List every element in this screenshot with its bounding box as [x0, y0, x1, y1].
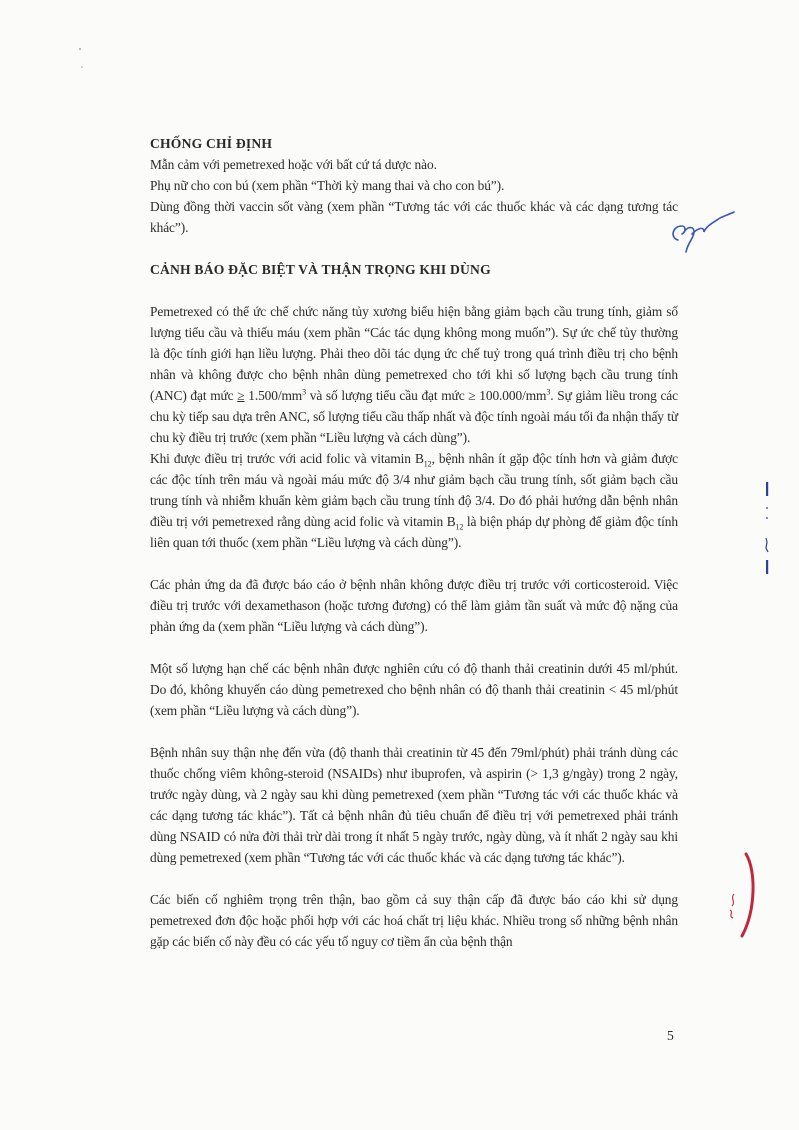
contraindication-line-1: Mẫn cảm với pemetrexed hoặc với bất cứ tá dược nào.	[150, 157, 437, 172]
paragraph-folic-acid: Khi được điều trị trước với acid folic và vitamin $B_{12}$, bệnh nhân ít gặp độc tính hơn và giảm được các độc tính trên máu và ngoài máu mức độ 3/4 như giảm bạch cầu trung tính, sốt giảm bạch cầu trung tính và nhiễm khuẩn kèm giảm bạch cầu trung tính độ 3/4. Do đó phải hướng dẫn bệnh nhân điều trị với pemetrexed rằng dùng acid folic và vitamin $B_{12}$ là biện pháp dự phòng để giảm độc tính liên quan tới thuốc (xem phần “Liều lượng và cách dùng”).	[150, 451, 678, 550]
section-heading-contraindications: CHỐNG CHỈ ĐỊNH	[150, 136, 273, 151]
page-number: 5	[667, 1028, 674, 1043]
contraindication-line-3: Dùng đồng thời vaccin sốt vàng (xem phần “Tương tác với các thuốc khác và các dạng tương tác khác”).	[150, 199, 678, 235]
paragraph-creatinine-clearance: Một số lượng hạn chế các bệnh nhân được nghiên cứu có độ thanh thải creatinin dưới 45 ml/phút. Do đó, không khuyến cáo dùng pemetrexed cho bệnh nhân có độ thanh thải creatinin < 45 ml/phút (xem phần “Liều lượng và cách dùng”).	[150, 661, 678, 718]
scan-specks	[60, 40, 100, 90]
signature-mark	[664, 208, 736, 258]
paragraph-skin-reactions: Các phản ứng da đã được báo cáo ở bệnh nhân không được điều trị trước với corticosteroid. Việc điều trị trước với dexamethason (hoặc tương đương) có thể làm giảm tần suất và mức độ nặng của phản ứng da (xem phần “Liều lượng và cách dùng”).	[150, 577, 678, 634]
paragraph-renal-events: Các biến cố nghiêm trọng trên thận, bao gồm cả suy thận cấp đã được báo cáo khi sử dụng pemetrexed đơn độc hoặc phối hợp với các hoá chất trị liệu khác. Nhiều trong số những bệnh nhân gặp các biến cố này đều có các yếu tố nguy cơ tiềm ẩn của bệnh thận	[150, 892, 678, 949]
stamp-edge-blue	[758, 478, 776, 588]
document-body	[150, 133, 678, 952]
stamp-edge-red	[720, 850, 760, 940]
contraindication-line-2: Phụ nữ cho con bú (xem phần “Thời kỳ mang thai và cho con bú”).	[150, 178, 505, 193]
paragraph-renal-nsaids: Bệnh nhân suy thận nhẹ đến vừa (độ thanh thải creatinin từ 45 đến 79ml/phút) phải tránh dùng các thuốc chống viêm không-steroid (NSAIDs) như ibuprofen, và aspirin (> 1,3 g/ngày) trong 2 ngày, trước ngày dùng, và 2 ngày sau khi dùng pemetrexed (xem phần “Tương tác với các thuốc khác và các dạng tương tác khác”). Tất cả bệnh nhân đủ tiêu chuẩn để điều trị với pemetrexed phải tránh dùng NSAID có nửa đời thải trừ dài trong ít nhất 5 ngày trước, ngày dùng, và ít nhất 2 ngày sau khi dùng pemetrexed (xem phần “Tương tác với các thuốc khác và các dạng tương tác khác”).	[150, 745, 678, 865]
paragraph-bone-marrow: Pemetrexed có thể ức chế chức năng tủy xương biểu hiện bằng giảm bạch cầu trung tính, giảm số lượng tiểu cầu và thiếu máu (xem phần “Các tác dụng không mong muốn”). Sự ức chế tủy thường là độc tính giới hạn liều lượng. Phải theo dõi tác dụng ức chế tuỷ trong quá trình điều trị cho bệnh nhân và không được cho bệnh nhân dùng pemetrexed cho tới khi số lượng bạch cầu trung tính (ANC) đạt mức ≥ $1.500/mm^3$ và số lượng tiểu cầu đạt mức ≥ $100.000/mm^3$. Sự giảm liều trong các chu kỳ tiếp sau dựa trên ANC, số lượng tiểu cầu thấp nhất và độc tính ngoài máu tối đa nhận thấy từ chu kỳ điều trị trước (xem phần “Liều lượng và cách dùng”).	[150, 304, 678, 445]
section-heading-warnings: CẢNH BÁO ĐẶC BIỆT VÀ THẬN TRỌNG KHI DÙNG	[150, 262, 491, 277]
